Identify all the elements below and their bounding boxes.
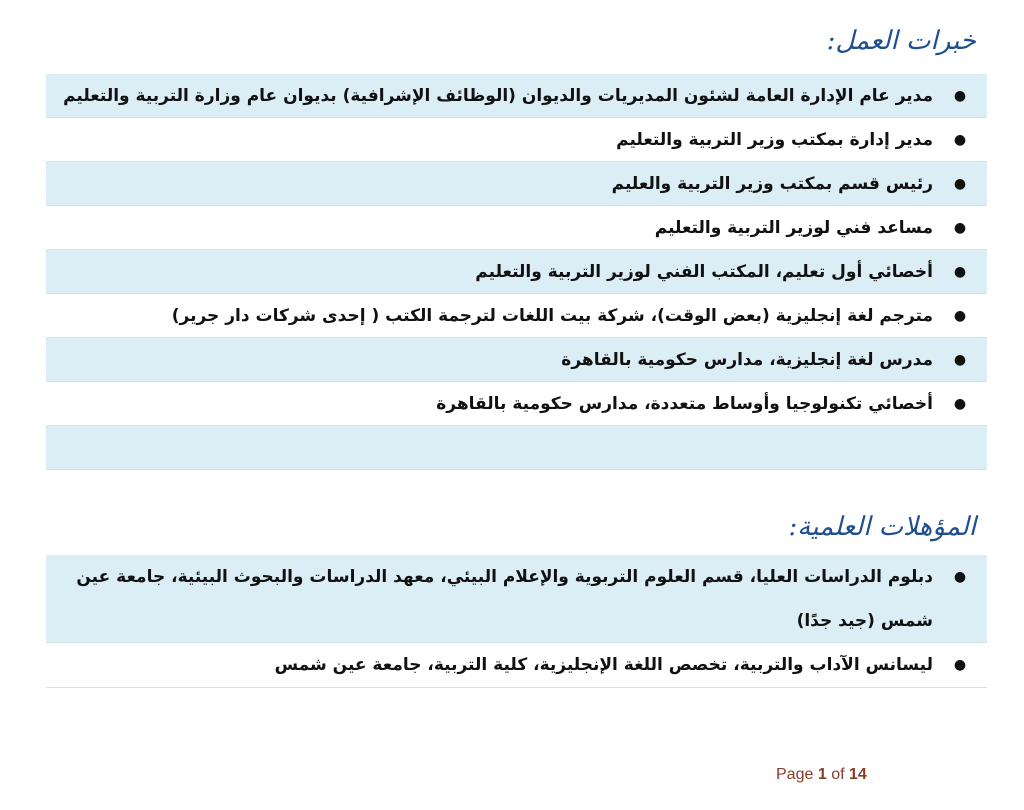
- list-item-text: مدرس لغة إنجليزية، مدارس حكومية بالقاهرة: [561, 350, 933, 370]
- list-item-text: رئيس قسم بمكتب وزير التربية والعليم: [611, 174, 933, 194]
- bullet-icon: ●: [953, 176, 967, 192]
- list-item: [46, 250, 987, 294]
- experience-heading: خبرات العمل:: [826, 26, 976, 56]
- bullet-icon: ●: [953, 308, 967, 324]
- list-item-text: مترجم لغة إنجليزية (بعض الوقت)، شركة بيت اللغات لترجمة الكتب ( إحدى شركات دار جرير): [171, 306, 933, 326]
- bullet-icon: ●: [953, 88, 967, 104]
- current-page: 1: [817, 766, 827, 783]
- bullet-icon: ●: [953, 657, 967, 673]
- list-item: [46, 118, 987, 162]
- list-item: [46, 294, 987, 338]
- page-of-label: of: [831, 766, 845, 783]
- list-item-text: أخصائي أول تعليم، المكتب الفني لوزير التربية والتعليم: [475, 262, 933, 282]
- list-item: [46, 162, 987, 206]
- list-item: [46, 643, 987, 688]
- list-item: [46, 206, 987, 250]
- list-item: [46, 74, 987, 118]
- list-item-text: مدير إدارة بمكتب وزير التربية والتعليم: [616, 130, 933, 150]
- list-item: [46, 555, 987, 643]
- list-item-text: ليسانس الآداب والتربية، تخصص اللغة الإنجليزية، كلية التربية، جامعة عين شمس: [274, 655, 933, 675]
- list-item-text: دبلوم الدراسات العليا، قسم العلوم التربوية والإعلام البيئي، معهد الدراسات والبحوث البيئية، جامعة عين شمس (جيد جدًا): [76, 567, 933, 631]
- bullet-icon: ●: [953, 220, 967, 236]
- page-label: Page: [776, 766, 814, 783]
- qualifications-list: [46, 555, 987, 688]
- bullet-icon: ●: [953, 569, 967, 585]
- bullet-icon: ●: [953, 396, 967, 412]
- empty-row: [46, 426, 987, 470]
- bullet-icon: ●: [953, 352, 967, 368]
- list-item: [46, 338, 987, 382]
- bullet-icon: ●: [953, 132, 967, 148]
- list-item-text: مساعد فني لوزير التربية والتعليم: [654, 218, 933, 238]
- page-number: [776, 766, 867, 784]
- bullet-icon: ●: [953, 264, 967, 280]
- qualifications-heading: المؤهلات العلمية:: [788, 512, 976, 542]
- list-item-text: أخصائي تكنولوجيا وأوساط متعددة، مدارس حكومية بالقاهرة: [436, 394, 933, 414]
- list-item: [46, 382, 987, 426]
- total-pages: 14: [848, 766, 867, 783]
- list-item-text: مدير عام الإدارة العامة لشئون المديريات والديوان (الوظائف الإشرافية) بديوان عام وزارة التربية والتعليم: [63, 86, 933, 106]
- experience-list: [46, 74, 987, 470]
